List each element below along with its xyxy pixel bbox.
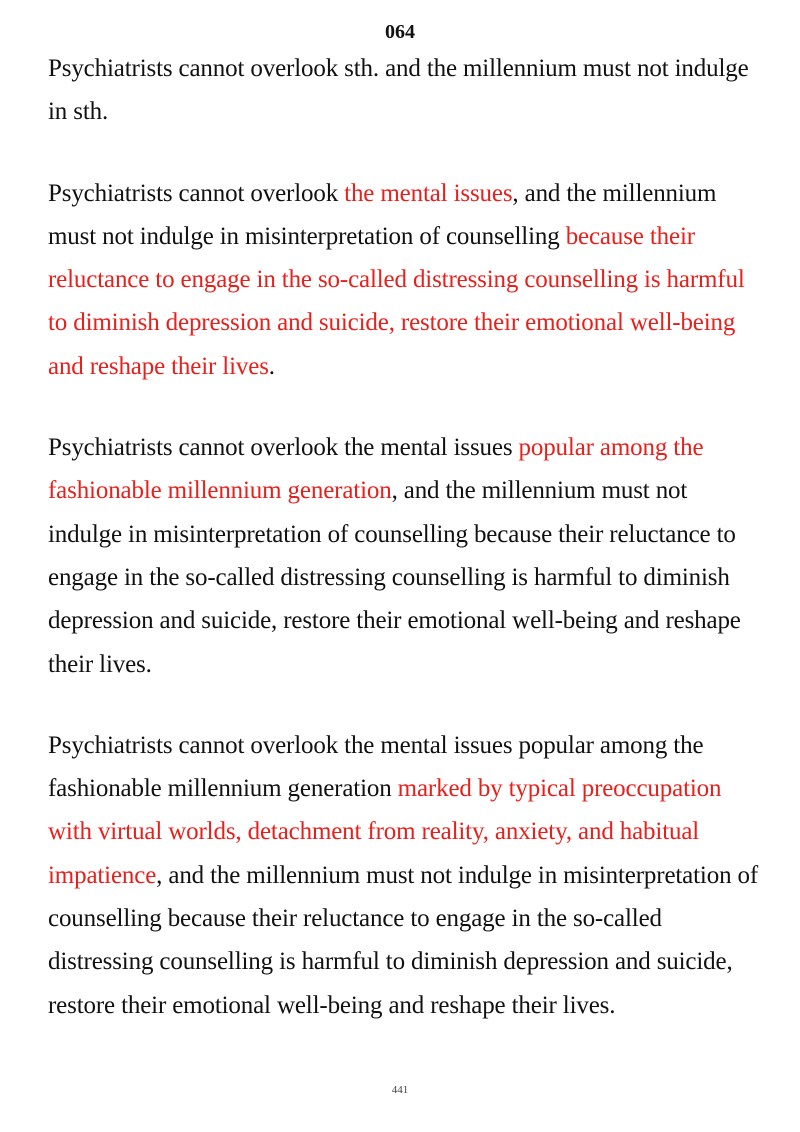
text-segment: , and the millennium must not indulge in misinterpretation of counselling	[48, 179, 717, 250]
document-body	[48, 47, 763, 1065]
paragraph-2	[48, 172, 763, 388]
highlighted-segment: marked by typical preoccupation with virtual worlds, detachment from reality, anxiety, and habitual impatience	[48, 775, 722, 889]
highlighted-segment: the mental issues	[344, 179, 513, 207]
text-segment: Psychiatrists cannot overlook the mental issues	[48, 434, 519, 462]
text-segment: , and the millennium must not indulge in misinterpretation of counselling because their reluctance to engage in the so-called distressing counselling is harmful to diminish depression and suicide, restore their emotional well-being and reshape their lives.	[48, 861, 759, 1019]
highlighted-segment: because their reluctance to engage in the so-called distressing counselling is harmful to diminish depression and suicide, restore their emotional well-being and reshape their lives	[48, 222, 745, 380]
paragraph-4	[48, 724, 763, 1027]
paragraph-1	[48, 47, 763, 134]
text-segment: Psychiatrists cannot overlook the mental issues popular among the fashionable millennium generation	[48, 731, 704, 803]
text-segment: Psychiatrists cannot overlook sth. and the millennium must not indulge in sth.	[48, 55, 749, 126]
paragraph-3	[48, 426, 763, 686]
text-segment: .	[268, 352, 275, 380]
highlighted-segment: popular among the fashionable millennium generation	[48, 434, 704, 505]
text-segment: , and the millennium must not indulge in misinterpretation of counselling because their reluctance to engage in the so-called distressing counselling is harmful to diminish depression and suicide, restore their emotional well-being and reshape their lives.	[48, 477, 741, 678]
page-heading-number: 064	[385, 21, 415, 43]
text-segment: Psychiatrists cannot overlook	[48, 179, 345, 207]
page-number: 441	[391, 1084, 409, 1096]
